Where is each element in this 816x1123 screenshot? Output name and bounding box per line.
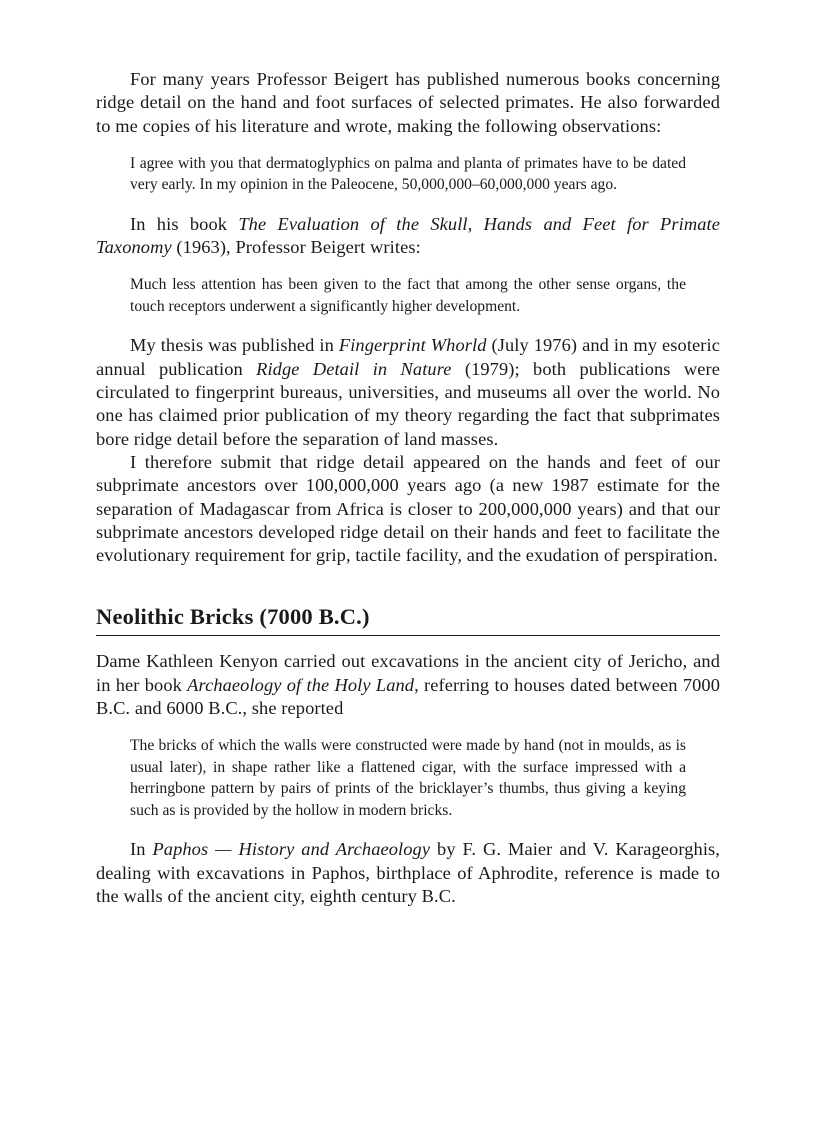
book-title-archaeology-holy-land: Archaeology of the Holy Land, xyxy=(187,674,419,695)
text-run: In xyxy=(130,839,153,860)
paragraph-kenyon-jericho xyxy=(96,650,720,720)
quote-beigert-book: Much less attention has been given to the fact that among the other sense organs, the touch receptors underwent a significantly higher development. xyxy=(130,276,686,315)
quote-kenyon-bricks: The bricks of which the walls were constructed were made by hand (not in moulds, as is usual later), in shape rather like a flattened cigar, with the surface impressed with a herringbone pattern by pairs of prints of the bricklayer’s thumbs, thus giving a keying such as is provided by the hollow in modern bricks. xyxy=(130,737,686,819)
paragraph-submission: I therefore submit that ridge detail appeared on the hands and feet of our subprimate ancestors over 100,000,000 years ago (a new 1987 estimate for the separation of Madagascar from Africa is closer to 200,000,000 years) and that our subprimate ancestors developed ridge detail on their hands and feet to facilitate the evolutionary requirement for grip, tactile facility, and the exudation of perspiration. xyxy=(96,451,720,566)
text-run: (1963), Professor Beigert writes: xyxy=(171,237,421,258)
text-run: My thesis was published in xyxy=(130,335,339,356)
paragraph-thesis-published xyxy=(96,334,720,450)
publication-title-fingerprint-whorld: Fingerprint Whorld xyxy=(338,335,487,356)
paragraph-paphos xyxy=(96,838,720,908)
book-title-skull-hands-feet: The Evaluation of the Skull, Hands and Feet for Primate Taxonomy xyxy=(96,213,720,258)
publication-title-ridge-detail: Ridge Detail in Nature xyxy=(256,358,452,379)
text-run: (1979); both publications were circulated to fingerprint bureaus, universities, and museums all over the world. No one has claimed prior publication of my theory regarding the fact that subprimates bore ridge detail before the separation of land masses. xyxy=(96,358,720,449)
text-run: In his book xyxy=(130,213,239,234)
text-run: referring to houses dated between 7000 B.C. and 6000 B.C., she reported xyxy=(96,674,720,719)
text-run: Dame Kathleen Kenyon carried out excavations in the ancient city of Jericho, and in her book xyxy=(96,651,720,695)
document-page xyxy=(96,68,720,908)
text-run: by F. G. Maier and V. Karageorghis, dealing with excavations in Paphos, birthplace of Aphrodite, reference is made to the walls of the ancient city, eighth century B.C. xyxy=(96,839,721,906)
paragraph-beigert-books: For many years Professor Beigert has published numerous books concerning ridge detail on the hand and foot surfaces of selected primates. He also forwarded to me copies of his literature and wrote, making the following observations: xyxy=(96,69,720,136)
quote-beigert-letter: I agree with you that dermatoglyphics on palma and planta of primates have to be dated very early. In my opinion in the Paleocene, 50,000,000–60,000,000 years ago. xyxy=(130,154,686,194)
section-heading-neolithic-bricks: Neolithic Bricks (7000 B.C.) xyxy=(96,603,720,636)
paragraph-beigert-book-intro xyxy=(96,213,720,260)
book-title-paphos: Paphos — History and Archaeology xyxy=(152,839,431,860)
text-run: (July 1976) and in my esoteric annual publication xyxy=(96,335,720,379)
